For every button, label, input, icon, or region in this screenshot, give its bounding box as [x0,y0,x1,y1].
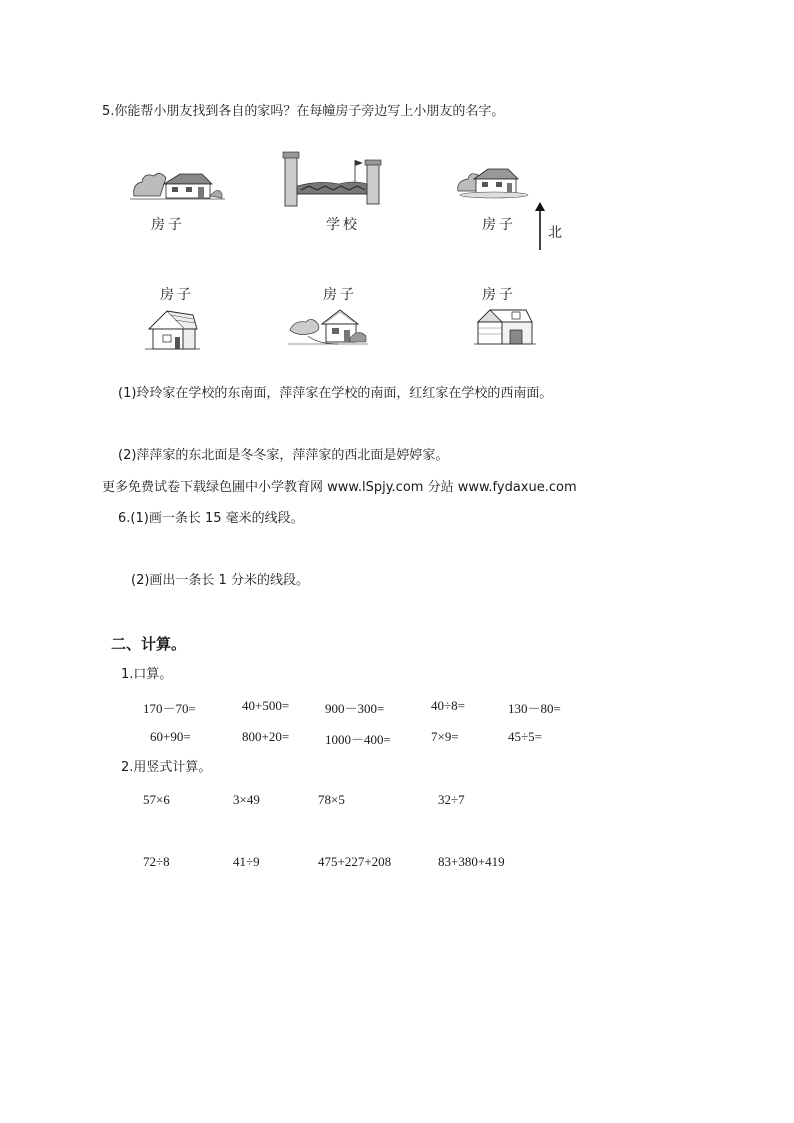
house-illustration-3 [145,307,200,355]
vertical-calc-item: 57×6 [143,792,170,807]
download-notice: 更多免费试卷下载绿色圃中小学教育网 www.lSpjy.com 分站 www.fydaxue.com [102,480,577,495]
oral-calc-item: 40+500= [242,698,290,713]
house-illustration-1 [130,166,225,206]
vertical-calc-title: 2.用竖式计算。 [121,760,212,775]
label-house-3: 房子 [160,287,194,303]
label-house-2: 房子 [482,217,516,233]
q5-part2: (2)萍萍家的东北面是冬冬家，萍萍家的西北面是婷婷家。 [118,448,449,463]
q5-title: 5.你能帮小朋友找到各自的家吗？在每幢房子旁边写上小朋友的名字。 [102,104,505,119]
oral-calc-item: 7×9= [431,729,459,744]
house-illustration-2 [456,165,526,201]
oral-calc-item: 1000－400= [325,732,391,747]
north-arrow-icon [534,202,546,250]
oral-calc-title: 1.口算。 [121,667,173,682]
vertical-calc-item: 41÷9 [233,854,260,869]
q6-part1: 6.(1)画一条长 15 毫米的线段。 [118,511,304,526]
q6-part2: (2)画出一条长 1 分米的线段。 [131,573,309,588]
oral-calc-item: 40÷8= [431,698,465,713]
vertical-calc-item: 3×49 [233,792,260,807]
oral-calc-item: 170－70= [143,701,196,716]
vertical-calc-item: 83+380+419 [438,854,505,869]
school-gate-illustration [279,150,384,208]
label-school: 学校 [326,217,360,233]
house-illustration-4 [288,306,368,354]
oral-calc-item: 45÷5= [508,729,542,744]
vertical-calc-item: 78×5 [318,792,345,807]
vertical-calc-item: 72÷8 [143,854,170,869]
label-house-1: 房子 [151,217,185,233]
oral-calc-item: 130－80= [508,701,561,716]
vertical-calc-item: 32÷7 [438,792,465,807]
oral-calc-item: 60+90= [150,729,191,744]
label-house-5: 房子 [482,287,516,303]
section2-heading: 二、计算。 [111,635,187,653]
q5-part1: (1)玲玲家在学校的东南面，萍萍家在学校的南面，红红家在学校的西南面。 [118,386,553,401]
vertical-calc-item: 475+227+208 [318,854,392,869]
label-house-4: 房子 [323,287,357,303]
oral-calc-item: 900－300= [325,701,385,716]
oral-calc-item: 800+20= [242,729,290,744]
house-illustration-5 [474,306,536,350]
north-label: 北 [548,225,562,241]
